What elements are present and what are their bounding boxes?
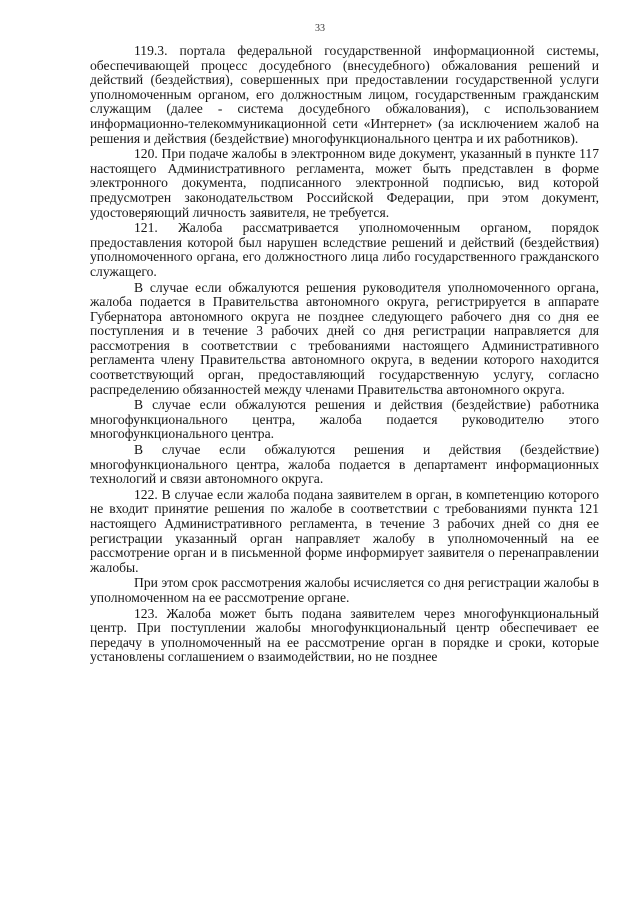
paragraph-122-term: При этом срок рассмотрения жалобы исчисляется со дня регистрации жалобы в уполномоченном на ее рассмотрение органе. xyxy=(90,575,599,605)
paragraph-123: 123. Жалоба может быть подана заявителем через многофункциональный центр. При поступлении жалобы многофункциональный центр обеспечивает ее передачу в уполномоченный на ее рассмотрение орган в порядке и сроки, которые установлены соглашением о взаимодействии, но не позднее xyxy=(90,605,599,665)
paragraph-122: 122. В случае если жалоба подана заявителем в орган, в компетенцию которого не входит принятие решения по жалобе в соответствии с требованиями пункта 121 настоящего Административного регламента, в течение 3 рабочих дней со дня ее регистрации указанный орган направляет жалобу в уполномоченный на ее рассмотрение орган и в письменной форме информирует заявителя о перенаправлении жалобы. xyxy=(90,486,599,575)
document-body xyxy=(90,44,599,666)
paragraph-119-3: 119.3. портала федеральной государственной информационной системы, обеспечивающей процесс досудебного (внесудебного) обжалования решений и действий (бездействия), совершенных при предоставлении государственной услуги уполномоченным органом, его должностным лицом, государственным гражданским служащим (далее - система досудебного обжалования), с использованием информационно-телекоммуникационной сети «Интернет» (за исключением жалоб на решения и действия (бездействие) многофункционального центра и их работников). xyxy=(90,43,599,146)
paragraph-121: 121. Жалоба рассматривается уполномоченным органом, порядок предоставления которой был нарушен вследствие решений и действий (бездействия) уполномоченного органа, его должностного лица либо государственного гражданского служащего. xyxy=(90,220,599,279)
paragraph-121-mfc-employee: В случае если обжалуются решения и действия (бездействие) работника многофункционального центра, жалоба подается руководителю этого многофункционального центра. xyxy=(90,397,599,442)
paragraph-120: 120. При подаче жалобы в электронном виде документ, указанный в пункте 117 настоящего Административного регламента, может быть представлен в форме электронного документа, подписанного электронной подписью, вид которой предусмотрен законодательством Российской Федерации, при этом документ, удостоверяющий личность заявителя, не требуется. xyxy=(90,146,599,220)
paragraph-121-mfc: В случае если обжалуются решения и действия (бездействие) многофункционального центра, жалоба подается в департамент информационных технологий и связи автономного округа. xyxy=(90,442,599,487)
paragraph-121-head-complaint: В случае если обжалуются решения руководителя уполномоченного органа, жалоба подается в Правительства автономного округа, регистрируется в аппарате Губернатора автономного округа не позднее следующего рабочего дня со дня ее поступления и в течение 3 рабочих дней со дня регистрации направляется для рассмотрения в соответствии с требованиями настоящего Административного регламента члену Правительства автономного округа, в ведении которого находится соответствующий орган, предоставляющий государственную услугу, согласно распределению обязанностей между членами Правительства автономного округа. xyxy=(90,279,599,397)
page-number: 33 xyxy=(315,23,325,34)
